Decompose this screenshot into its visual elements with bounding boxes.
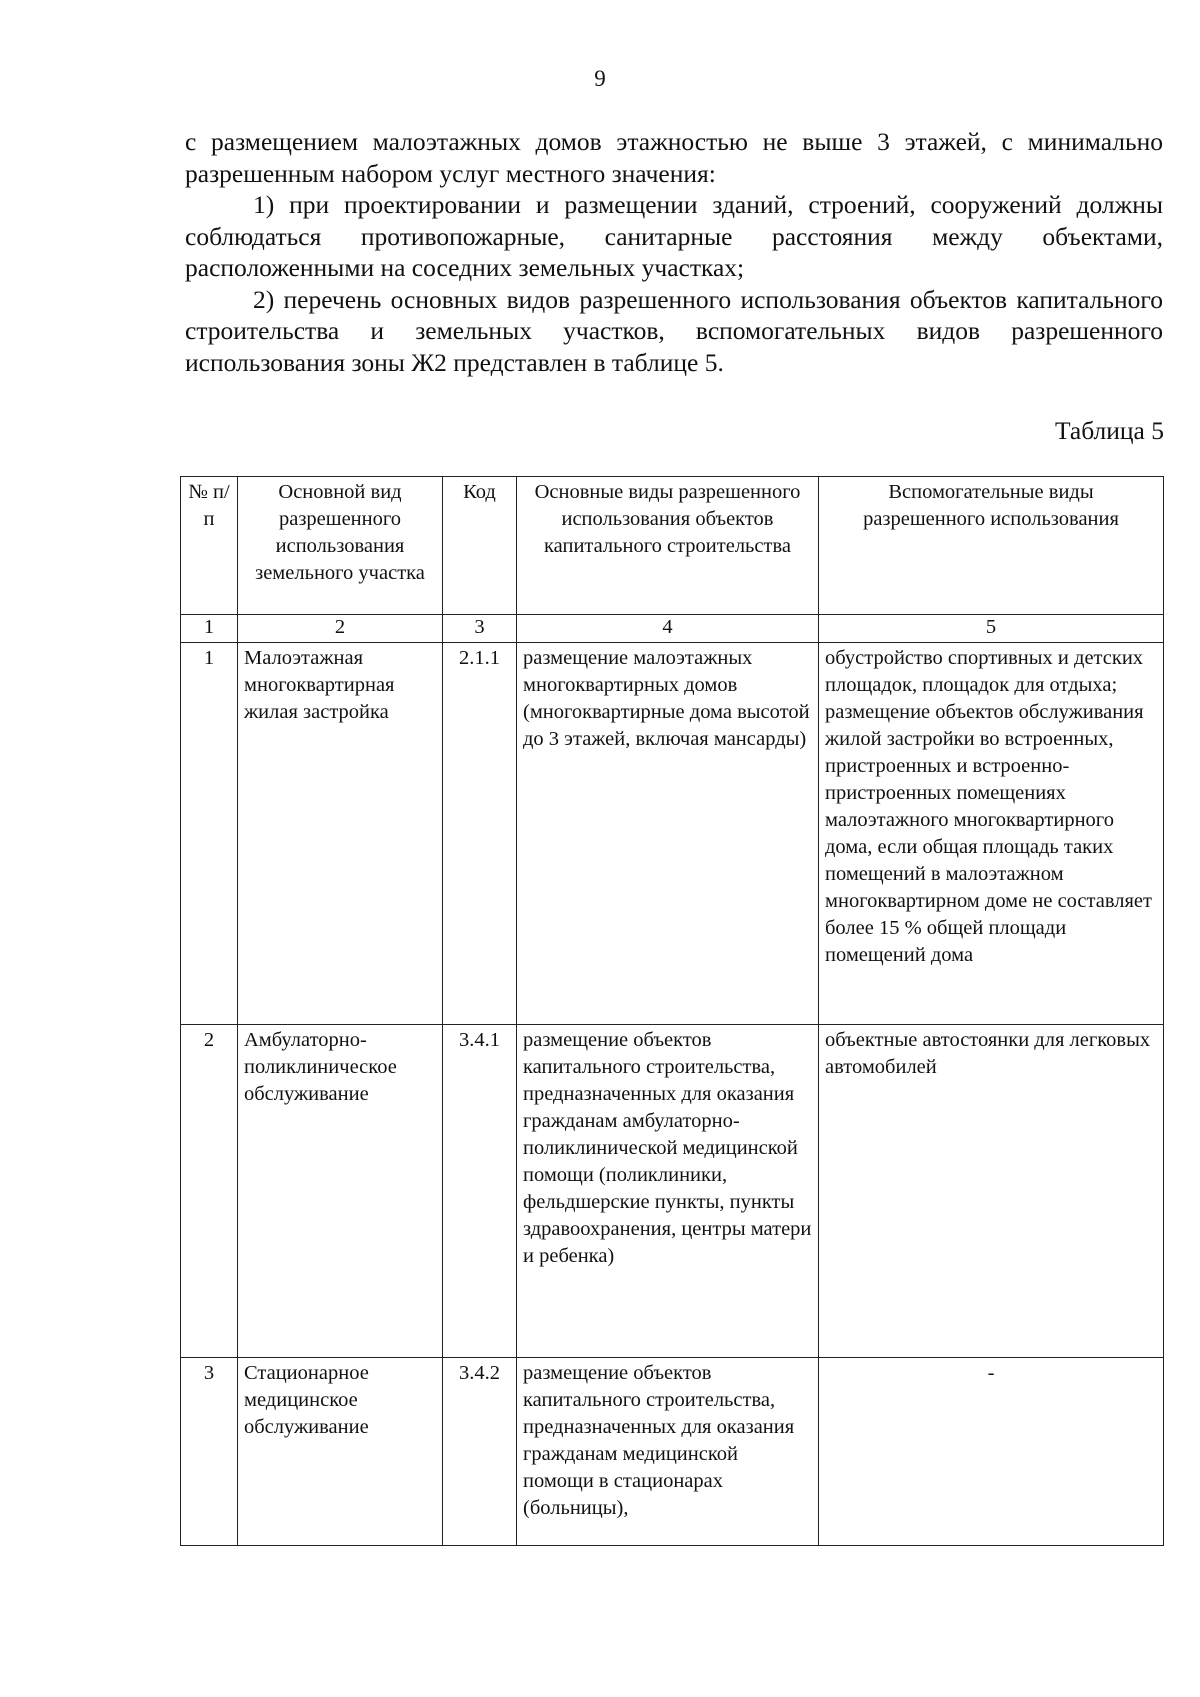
auxiliary-uses-cell: объектные автостоянки для легковых автомобилей xyxy=(819,1025,1164,1358)
capital-uses-cell: размещение объектов капитального строительства, предназначенных для оказания гражданам медицинской помощи в стационарах (больницы), xyxy=(517,1358,819,1546)
column-number: 3 xyxy=(443,615,517,643)
table-row xyxy=(181,1358,1164,1546)
table-caption: Таблица 5 xyxy=(1054,416,1164,445)
code-cell: 3.4.1 xyxy=(443,1025,517,1358)
auxiliary-uses-cell: обустройство спортивных и детских площадок, площадок для отдыха; размещение объектов обслуживания жилой застройки во встроенных, пристроенных и встроенно-пристроенных помещениях малоэтажного многоквартирного дома, если общая площадь таких помещений в малоэтажном многоквартирном доме не составляет более 15 % общей площади помещений дома xyxy=(819,643,1164,1025)
page-number: 9 xyxy=(594,66,606,91)
header-auxiliary-uses: Вспомогательные виды разрешенного использования xyxy=(819,477,1164,615)
permitted-use-table xyxy=(180,476,1164,1546)
row-number: 3 xyxy=(181,1358,238,1546)
column-number: 5 xyxy=(819,615,1164,643)
auxiliary-uses-cell: - xyxy=(819,1358,1164,1546)
row-number: 1 xyxy=(181,643,238,1025)
main-type-cell: Малоэтажная многоквартирная жилая застройка xyxy=(238,643,443,1025)
header-code: Код xyxy=(443,477,517,615)
capital-uses-cell: размещение малоэтажных многоквартирных домов (многоквартирные дома высотой до 3 этажей, включая мансарды) xyxy=(517,643,819,1025)
body-text xyxy=(185,126,1163,378)
code-cell: 2.1.1 xyxy=(443,643,517,1025)
main-type-cell: Амбулаторно-поликлиническое обслуживание xyxy=(238,1025,443,1358)
capital-uses-cell: размещение объектов капитального строительства, предназначенных для оказания гражданам амбулаторно-поликлинической медицинской помощи (поликлиники, фельдшерские пункты, пункты здравоохранения, центры матери и ребенка) xyxy=(517,1025,819,1358)
row-number: 2 xyxy=(181,1025,238,1358)
header-main-type: Основной вид разрешенного использования земельного участка xyxy=(238,477,443,615)
column-number: 1 xyxy=(181,615,238,643)
table-row xyxy=(181,1025,1164,1358)
table-row xyxy=(181,643,1164,1025)
column-number: 4 xyxy=(517,615,819,643)
paragraph-item-2: 2) перечень основных видов разрешенного использования объектов капитального строительства и земельных участков, вспомогательных видов разрешенного использования зоны Ж2 представлен в таблице 5. xyxy=(185,284,1163,377)
header-capital-uses: Основные виды разрешенного использования объектов капитального строительства xyxy=(517,477,819,615)
column-number-row xyxy=(181,615,1164,643)
header-num: № п/п xyxy=(181,477,238,615)
paragraph-intro: с размещением малоэтажных домов этажностью не выше 3 этажей, с минимально разрешенным набором услуг местного значения: xyxy=(185,127,1163,188)
paragraph-item-1: 1) при проектировании и размещении зданий, строений, сооружений должны соблюдаться противопожарные, санитарные расстояния между объектами, расположенными на соседних земельных участках; xyxy=(185,190,1163,282)
main-type-cell: Стационарное медицинское обслуживание xyxy=(238,1358,443,1546)
code-cell: 3.4.2 xyxy=(443,1358,517,1546)
table-header-row xyxy=(181,477,1164,615)
column-number: 2 xyxy=(238,615,443,643)
